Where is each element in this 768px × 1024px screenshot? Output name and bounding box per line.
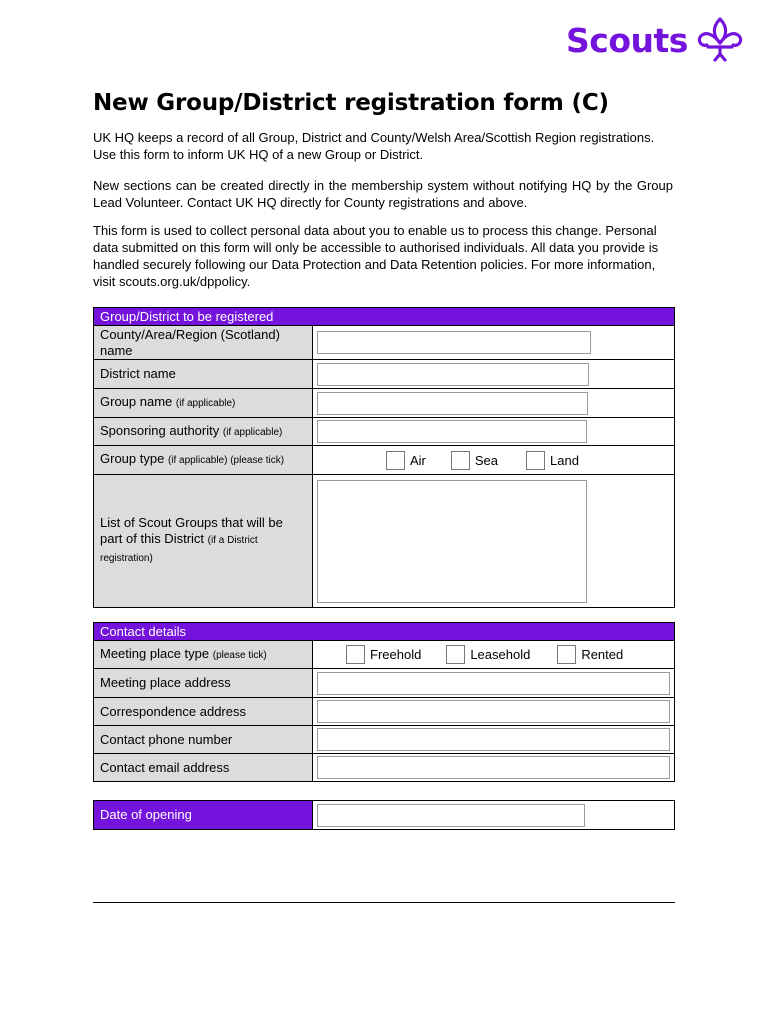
land-label: Land [550,452,579,468]
sea-label: Sea [474,452,499,468]
meeting-type-note: (please tick) [212,649,267,661]
fleur-de-lis-icon [695,16,745,66]
leasehold-label: Leasehold [470,647,531,662]
group-type-options [317,451,670,470]
intro-paragraph-2: New sections can be created directly in the membership system without notifying HQ by the Group Lead Volunteer. Contact UK HQ directly for County registrations and above. [93,178,673,210]
meeting-address-input[interactable] [317,672,670,695]
date-table [93,800,675,830]
meeting-type-text: Meeting place type [100,645,210,661]
correspondence-address-label: Correspondence address [94,698,313,726]
group-name-text: Group name [100,394,173,409]
rented-label: Rented [581,647,624,662]
sponsor-text: Sponsoring authority [100,422,220,438]
county-label: County/Area/Region (Scotland) name [94,326,313,360]
correspondence-address-input[interactable] [317,700,670,723]
meeting-address-label: Meeting place address [94,669,313,698]
air-label: Air [410,452,426,468]
district-input[interactable] [317,363,589,386]
meeting-type-label [94,641,313,669]
scout-groups-textarea[interactable] [317,480,587,603]
freehold-label: Freehold [370,647,422,662]
air-checkbox[interactable] [386,451,405,470]
phone-input[interactable] [317,728,670,751]
land-checkbox[interactable] [526,451,545,470]
meeting-type-freehold[interactable] [346,645,421,664]
sponsor-input[interactable] [317,420,587,443]
group-name-input[interactable] [317,392,588,415]
meeting-type-rented[interactable] [557,645,623,664]
meeting-type-leasehold[interactable] [446,645,530,664]
county-input[interactable] [317,331,591,354]
group-type-note: (if applicable) (please tick) [167,455,285,466]
group-type-text: Group type [100,451,165,466]
sponsor-label [94,418,313,446]
group-type-sea[interactable] [451,451,498,470]
email-input[interactable] [317,756,670,779]
group-type-land[interactable] [526,451,579,470]
phone-label: Contact phone number [94,726,313,754]
page-title: New Group/District registration form (C) [93,90,609,116]
intro-paragraph-3: This form is used to collect personal data about you to enable us to process this change. Personal data submitted on this form will only be accessible to authorised individuals. All data you provide is handled securely following our Data Protection and Data Retention policies. For more information, visit scouts.org.uk/dppolicy. [93,223,659,289]
scout-groups-text: List of Scout Groups that will be part of this District [100,515,283,546]
freehold-checkbox[interactable] [346,645,365,664]
date-of-opening-input[interactable] [317,804,585,827]
scout-groups-note: (if a District registration) [100,535,258,564]
section-header-contact: Contact details [94,623,675,641]
group-type-air[interactable] [386,451,426,470]
district-label: District name [94,360,313,389]
group-type-label [94,446,313,475]
email-label: Contact email address [94,754,313,782]
leasehold-checkbox[interactable] [446,645,465,664]
footer-divider [93,902,675,903]
group-name-label [94,389,313,418]
registration-table [93,307,675,608]
meeting-type-options [317,645,670,664]
section-header-registration: Group/District to be registered [94,308,675,326]
scout-groups-label [94,475,313,608]
contact-table [93,622,675,782]
scouts-logo [566,16,746,68]
scouts-wordmark: Scouts [566,21,688,60]
date-of-opening-label: Date of opening [94,801,313,830]
sea-checkbox[interactable] [451,451,470,470]
sponsor-note: (if applicable) [222,426,283,438]
rented-checkbox[interactable] [557,645,576,664]
intro-paragraph-1: UK HQ keeps a record of all Group, District and County/Welsh Area/Scottish Region registrations. Use this form to inform UK HQ of a new Group or District. [93,130,655,162]
group-name-note: (if applicable) [175,398,236,409]
